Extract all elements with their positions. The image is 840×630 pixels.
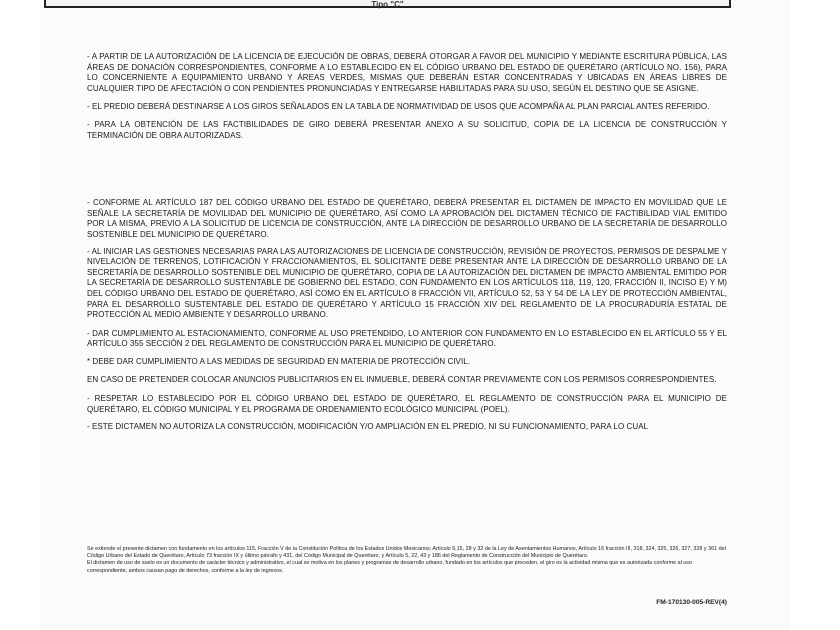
paragraph-advertising: EN CASO DE PRETENDER COLOCAR ANUNCIOS PUBLICITARIOS EN EL INMUEBLE, DEBERÁ CONTAR PREVIAMENTE CON LOS PERMISOS CORRESPONDIENTES. — [87, 375, 717, 385]
paragraph-regulations: - RESPETAR LO ESTABLECIDO POR EL CÓDIGO URBANO DEL ESTADO DE QUERÉTARO, EL REGLAMENTO DE CONSTRUCCIÓN PARA EL MUNICIPIO DE QUERÉTARO, EL CÓDIGO MUNICIPAL Y EL PROGRAMA DE ORDENAMIENTO ECOLÓGICO MUNICIPAL (POEL). — [87, 394, 727, 414]
paragraph-no-authorization: - ESTE DICTAMEN NO AUTORIZA LA CONSTRUCCIÓN, MODIFICACIÓN Y/O AMPLIACIÓN EN EL PREDIO, NI SU FUNCIONAMIENTO, PARA LO CUAL — [87, 422, 649, 432]
header-box — [44, 0, 731, 8]
paragraph-donation-areas: - A PARTIR DE LA AUTORIZACIÓN DE LA LICENCIA DE EJECUCIÓN DE OBRAS, DEBERÁ OTORGAR A FAVOR DEL MUNICIPIO Y MEDIANTE ESCRITURA PÚBLICA, LAS ÁREAS DE DONACIÓN CORRESPONDIENTES, CONFORME A LO ESTABLECIDO EN EL CÓDIGO URBANO DEL ESTADO DE QUERÉTARO (ARTÍCULO NO. 156), PARA LO CONCERNIENTE A EQUIPAMIENTO URBANO Y ÁREAS VERDES, MISMAS QUE DEBERÁN ESTAR CONCENTRADAS Y UBICADAS EN ÁREAS LIBRES DE CUALQUIER TIPO DE AFECTACIÓN O CON PENDIENTES PRONUNCIADAS Y ENTREGARSE HABILITADAS PARA SU USO, SEGÚN EL DESTINO QUE SE ASIGNE. — [87, 52, 727, 93]
legal-basis-note: Se extiende el presente dictamen con fundamento en los artículos 115, Fracción V de la Constitución Política de los Estados Unidos Mexicanos; Artículo 9,15, 28 y 32 de la Ley de Asentamientos Humanos, Artículo 16 fracción III, 318, 324, 325, 326, 327, 328 y 361 del Código Urbano del Estado de Querétaro, Artículo 73 fracción IX y último párrafo y 431, del Código Municipal de Querétaro, y Artículo 5, 22, 43 y 186 del Reglamento de Construcción del Municipio de Querétaro. — [87, 546, 726, 560]
document-body — [87, 52, 727, 433]
paragraph-feasibility: - PARA LA OBTENCIÓN DE LAS FACTIBILIDADES DE GIRO DEBERÁ PRESENTAR ANEXO A SU SOLICITUD, COPIA DE LA LICENCIA DE CONSTRUCCIÓN Y TERMINACIÓN DE OBRA AUTORIZADAS. — [87, 119, 727, 140]
paragraph-environmental: - AL INICIAR LAS GESTIONES NECESARIAS PARA LAS AUTORIZACIONES DE LICENCIA DE CONSTRUCCIÓN, REVISIÓN DE PROYECTOS, PERMISOS DE DESPALME Y NIVELACIÓN DE TERRENOS, LOTIFICACIÓN Y FRACCIONAMIENTOS, EL SOLICITANTE DEBE PRESENTAR ANTE LA DIRECCIÓN DE DESARROLLO URBANO DE LA SECRETARÍA DE DESARROLLO SOSTENIBLE DEL MUNICIPIO DE QUERÉTARO, COPIA DE LA AUTORIZACIÓN DEL DICTAMEN DE IMPACTO AMBIENTAL EMITIDO POR LA SECRETARÍA DE DESARROLLO SUSTENTABLE DE GOBIERNO DEL ESTADO, CON FUNDAMENTO EN LOS ARTÍCULOS 118, 119, 120, FRACCIÓN II, INCISO E) Y M) DEL CÓDIGO URBANO DEL ESTADO DE QUERÉTARO, ASÍ COMO EN EL ARTÍCULO 8 FRACCIÓN VII, ARTÍCULO 52, 53 Y 54 DE LA LEY DE PROTECCIÓN AMBIENTAL, PARA EL DESARROLLO SUSTENTABLE DEL ESTADO DE QUERÉTARO Y ARTÍCULO 15 FRACCIÓN XIV DEL REGLAMENTO DE LA PROCURADURÍA ESTATAL DE PROTECCIÓN AL MEDIO AMBIENTE Y DESARROLLO URBANO. — [87, 246, 727, 320]
form-code: FM-170130-005-REV(4) — [656, 599, 727, 606]
paragraph-civil-protection: * DEBE DAR CUMPLIMIENTO A LAS MEDIDAS DE SEGURIDAD EN MATERIA DE PROTECCIÓN CIVIL. — [87, 356, 470, 366]
paragraph-land-use: - EL PREDIO DEBERÁ DESTINARSE A LOS GIROS SEÑALADOS EN LA TABLA DE NORMATIVIDAD DE USOS QUE ACOMPAÑA AL PLAN PARCIAL ANTES REFERIDO. — [87, 102, 710, 112]
paragraph-parking: - DAR CUMPLIMIENTO AL ESTACIONAMIENTO, CONFORME AL USO PRETENDIDO, LO ANTERIOR CON FUNDAMENTO EN LO ESTABLECIDO EN EL ARTÍCULO 55 Y EL ARTÍCULO 355 SECCIÓN 2 DEL REGLAMENTO DE CONSTRUCCIÓN PARA EL MUNICIPIO DE QUERÉTARO. — [87, 328, 727, 349]
legal-definition-note: El dictamen de uso de suelo es un documento de carácter técnico y administrativo, el cual se motiva en los planes y programas de desarrollo urbano, fundado en los artículos que proceden, el giro es la actividad misma que es autorizada conforme al uso correspondiente, ambos causan pago de derechos, conforme a la ley de ingresos. — [87, 560, 692, 574]
paragraph-mobility: - CONFORME AL ARTÍCULO 187 DEL CÓDIGO URBANO DEL ESTADO DE QUERÉTARO, DEBERÁ PRESENTAR EL DICTAMEN DE IMPACTO EN MOVILIDAD QUE LE SEÑALE LA SECRETARÍA DE MOVILIDAD DEL MUNICIPIO DE QUERÉTARO, ASÍ COMO LA APROBACIÓN DEL DICTAMEN TÉCNICO DE FACTIBILIDAD VIAL EMITIDO POR LA MISMA, PREVIO A LA SOLICITUD DE LICENCIA DE CONSTRUCCIÓN, ANTE LA DIRECCIÓN DE DESARROLLO URBANO DE LA SECRETARÍA DE DESARROLLO SOSTENIBLE DEL MUNICIPIO DE QUERÉTARO. — [87, 198, 727, 239]
legal-footer — [87, 546, 727, 606]
header-label: Tipo "C" — [371, 0, 404, 9]
